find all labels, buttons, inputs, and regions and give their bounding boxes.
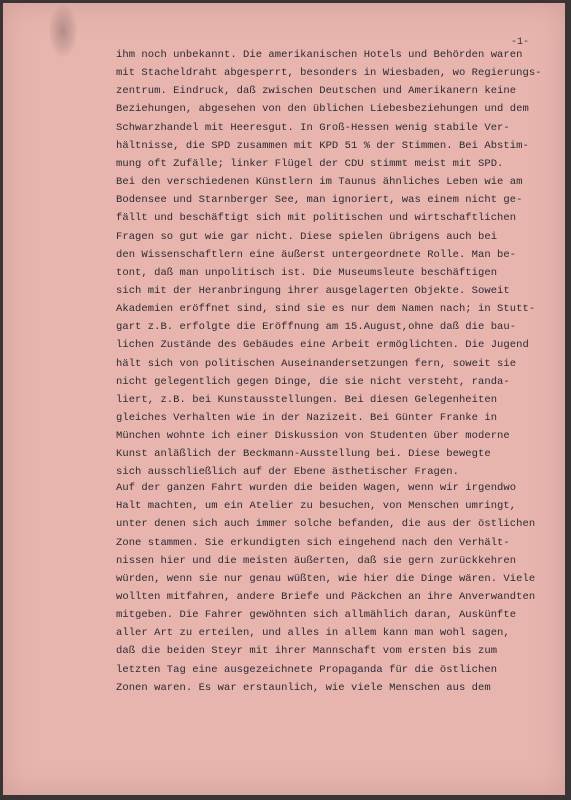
text-line: gleiches Verhalten wie in der Nazizeit. Bei Günter Franke in [116, 412, 498, 424]
text-line: daß die beiden Steyr mit ihrer Mannschaft vom ersten bis zum [116, 645, 498, 658]
text-line: Schwarzhandel mit Heeresgut. In Groß-Hessen wenig stabile Ver- [116, 121, 510, 134]
text-line: hältnisse, die SPD zusammen mit KPD 51 % der Stimmen. Bei Abstim- [116, 139, 529, 152]
text-line: Bei den verschiedenen Künstlern im Taunus ähnliches Leben wie am [116, 176, 523, 188]
text-line: tont, daß man unpolitisch ist. Die Museumsleute beschäftigen [116, 266, 498, 279]
text-line: hält sich von politischen Auseinandersetzungen fern, soweit sie [116, 357, 517, 370]
text-line: Bodensee und Starnberger See, man ignoriert, was einem nicht ge- [116, 194, 523, 207]
text-line: unter denen sich auch immer solche befanden, die aus der östlichen [116, 518, 536, 531]
text-line: fällt und beschäftigt sich mit politischen und wirtschaftlichen [116, 212, 517, 225]
text-line: mitgeben. Die Fahrer gewöhnten sich allmählich daran, Auskünfte [116, 609, 517, 621]
text-line: wollten mitfahren, andere Briefe und Päckchen an ihre Anverwandten [116, 590, 536, 603]
text-line: letzten Tag eine ausgezeichnete Propaganda für die östlichen [116, 663, 498, 676]
text-line: ihm noch unbekannt. Die amerikanischen Hotels und Behörden waren [116, 49, 523, 61]
text-line: würden, wenn sie nur genau wüßten, wie hier die Dinge wären. Viele [116, 572, 536, 585]
text-line: nicht gelegentlich gegen Dinge, die sie nicht versteht, randa- [116, 375, 510, 388]
text-line: Auf der ganzen Fahrt wurden die beiden Wagen, wenn wir irgendwo [116, 482, 517, 494]
text-line: Halt machten, um ein Atelier zu besuchen, von Menschen umringt, [116, 500, 517, 513]
page-number: -1- [511, 37, 530, 48]
text-line: nissen hier und die meisten äußerten, daß sie gern zurückkehren [116, 554, 517, 567]
text-line: aller Art zu erteilen, und alles in allem kann man wohl sagen, [116, 627, 510, 640]
text-line: Zone stammen. Sie erkundigten sich eingehend nach den Verhält- [116, 536, 510, 549]
document-page [3, 3, 565, 795]
text-line: Beziehungen, abgesehen von den üblichen Liebesbeziehungen und dem [116, 103, 529, 116]
text-line: zentrum. Eindruck, daß zwischen Deutschen und Amerikanern keine [116, 85, 517, 98]
text-line: gart z.B. erfolgte die Eröffnung am 15.August,ohne daß die bau- [116, 321, 517, 334]
text-line: mit Stacheldraht abgesperrt, besonders in Wiesbaden, wo Regierungs- [116, 67, 542, 80]
text-line: München wohnte ich einer Diskussion von Studenten über moderne [116, 430, 510, 443]
text-line: liert, z.B. bei Kunstausstellungen. Bei diesen Gelegenheiten [116, 393, 498, 406]
text-line: sich mit der Heranbringung ihrer ausgelagerten Objekte. Soweit [116, 284, 510, 297]
text-line: sich ausschließlich auf der Ebene ästhetischer Fragen. [116, 466, 459, 479]
text-line: Fragen so gut wie gar nicht. Diese spielen übrigens auch bei [116, 230, 498, 243]
text-line: den Wissenschaftlern eine äußerst untergeordnete Rolle. Man be- [116, 248, 517, 261]
text-line: mung oft Zufälle; linker Flügel der CDU stimmt meist mit SPD. [116, 157, 504, 170]
text-line: lichen Zustände des Gebäudes eine Arbeit ermöglichten. Die Jugend [116, 339, 529, 352]
text-line: Akademien eröffnet sind, sind sie es nur dem Namen nach; in Stutt- [116, 303, 536, 316]
text-line: Zonen waren. Es war erstaunlich, wie viele Menschen aus dem [116, 681, 491, 694]
text-line: Kunst anläßlich der Beckmann-Ausstellung bei. Diese bewegte [116, 448, 491, 461]
